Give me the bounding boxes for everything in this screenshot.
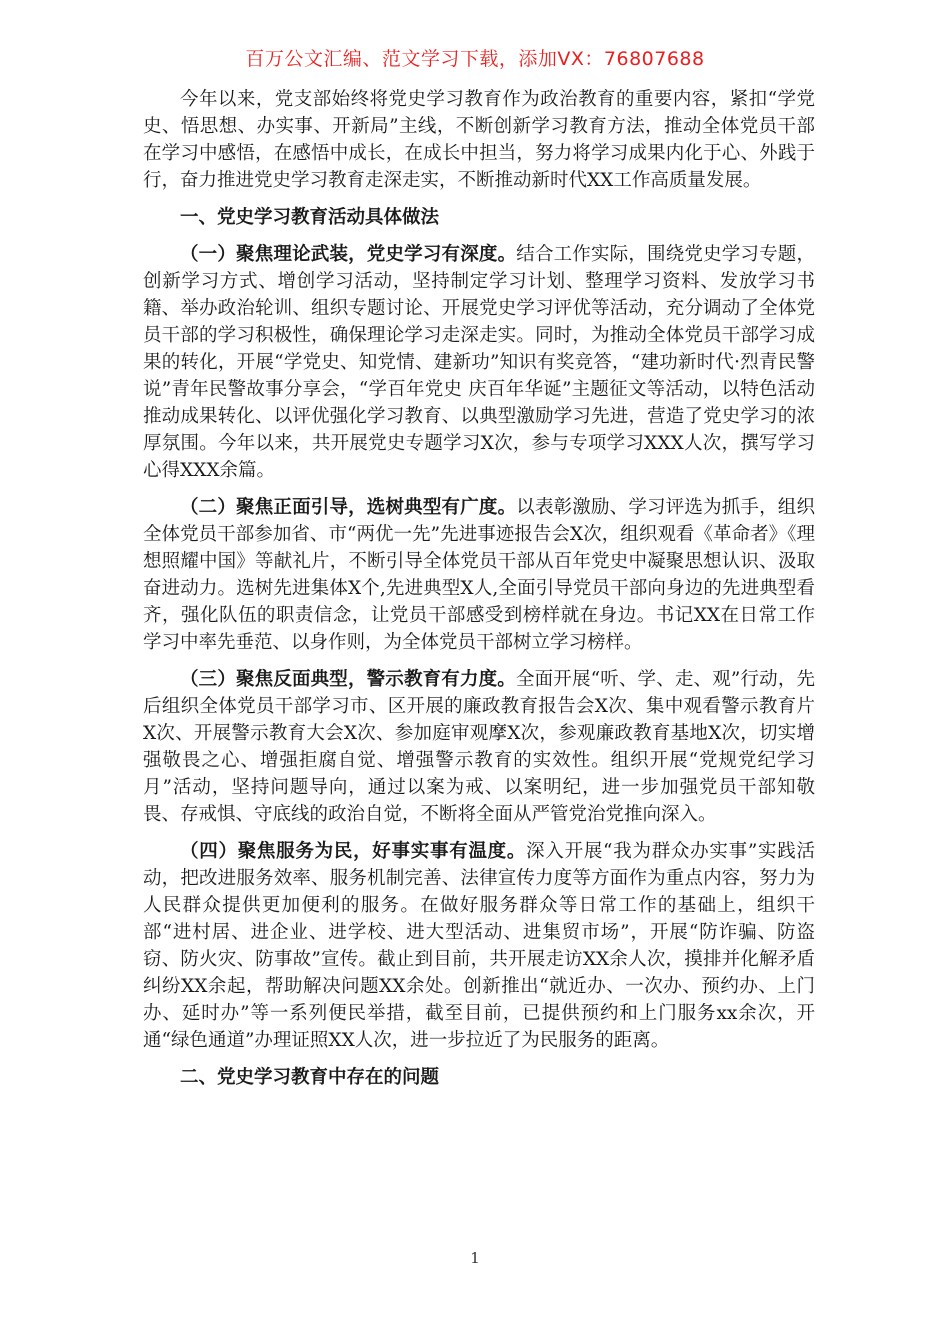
- paragraph-lead: （三）聚焦反面典型，警示教育有力度。: [180, 669, 516, 690]
- page-number: 1: [470, 1249, 480, 1267]
- section-heading-1: 一、党史学习教育活动具体做法: [180, 207, 440, 228]
- watermark-header: 百万公文汇编、范文学习下载，添加VX：76807688: [245, 48, 705, 70]
- paragraph-item-3: [143, 666, 815, 828]
- paragraph-item-1: [143, 241, 815, 484]
- paragraph-text: 全面开展“听、学、走、观”行动，先后组织全体党员干部学习市、区开展的廉政教育报告会X次、集中观看警示教育片X次、开展警示教育大会X次、参加庭审观摩X次，参观廉政教育基地X次，切实增强敬畏之心、增强拒腐自觉、增强警示教育的实效性。组织开展“党规党纪学习月”活动，坚持问题导向，通过以案为戒、以案明纪，进一步加强党员干部知敬畏、存戒惧、守底线的政治自觉，不断将全面从严管党治党推向深入。: [143, 669, 815, 825]
- paragraph-item-2: [143, 494, 815, 656]
- intro-paragraph: 今年以来，党支部始终将党史学习教育作为政治教育的重要内容，紧扣“学党史、悟思想、办实事、开新局”主线，不断创新学习教育方法，推动全体党员干部在学习中感悟，在感悟中成长，在成长中担当，努力将学习成果内化于心、外践于行，奋力推进党史学习教育走深走实，不断推动新时代XX工作高质量发展。: [143, 89, 815, 191]
- paragraph-text: 结合工作实际，围绕党史学习专题，创新学习方式、增创学习活动，坚持制定学习计划、整理学习资料、发放学习书籍、举办政治轮训、组织专题讨论、开展党史学习评优等活动，充分调动了全体党员干部的学习积极性，确保理论学习走深走实。同时，为推动全体党员干部学习成果的转化，开展“学党史、知党情、建新功”知识有奖竞答，“建功新时代·烈青民警说”青年民警故事分享会，“学百年党史 庆百年华诞”主题征文等活动，以特色活动推动成果转化、以评优强化学习教育、以典型激励学习先进，营造了党史学习的浓厚氛围。今年以来，共开展党史专题学习X次，参与专项学习XXX人次，撰写学习心得XXX余篇。: [143, 244, 815, 481]
- paragraph-lead: （四）聚焦服务为民，好事实事有温度。: [180, 841, 527, 862]
- paragraph-lead: （二）聚焦正面引导，选树典型有广度。: [180, 497, 517, 518]
- paragraph-text: 以表彰激励、学习评选为抓手，组织全体党员干部参加省、市“两优一先”先进事迹报告会X次，组织观看《革命者》《理想照耀中国》等献礼片，不断引导全体党员干部从百年党史中凝聚思想认识、汲取奋进动力。选树先进集体X个,先进典型X人,全面引导党员干部向身边的先进典型看齐，强化队伍的职责信念，让党员干部感受到榜样就在身边。书记XX在日常工作学习中率先垂范、以身作则，为全体党员干部树立学习榜样。: [143, 497, 815, 653]
- document-body: [143, 86, 815, 1101]
- paragraph-item-4: [143, 838, 815, 1054]
- section-heading-2: 二、党史学习教育中存在的问题: [180, 1067, 440, 1088]
- paragraph-lead: （一）聚焦理论武装，党史学习有深度。: [180, 244, 517, 265]
- paragraph-text: 深入开展“我为群众办实事”实践活动，把改进服务效率、服务机制完善、法律宣传力度等方面作为重点内容，努力为人民群众提供更加便利的服务。在做好服务群众等日常工作的基础上，组织干部“进村居、进企业、进学校、进大型活动、进集贸市场”，开展“防诈骗、防盗窃、防火灾、防事故”宣传。截止到目前，共开展走访XX余人次，摸排并化解矛盾纠纷XX余起，帮助解决问题XX余处。创新推出“就近办、一次办、预约办、上门办、延时办”等一系列便民举措，截至目前，已提供预约和上门服务xx余次，开通“绿色通道”办理证照XX人次，进一步拉近了为民服务的距离。: [143, 841, 815, 1051]
